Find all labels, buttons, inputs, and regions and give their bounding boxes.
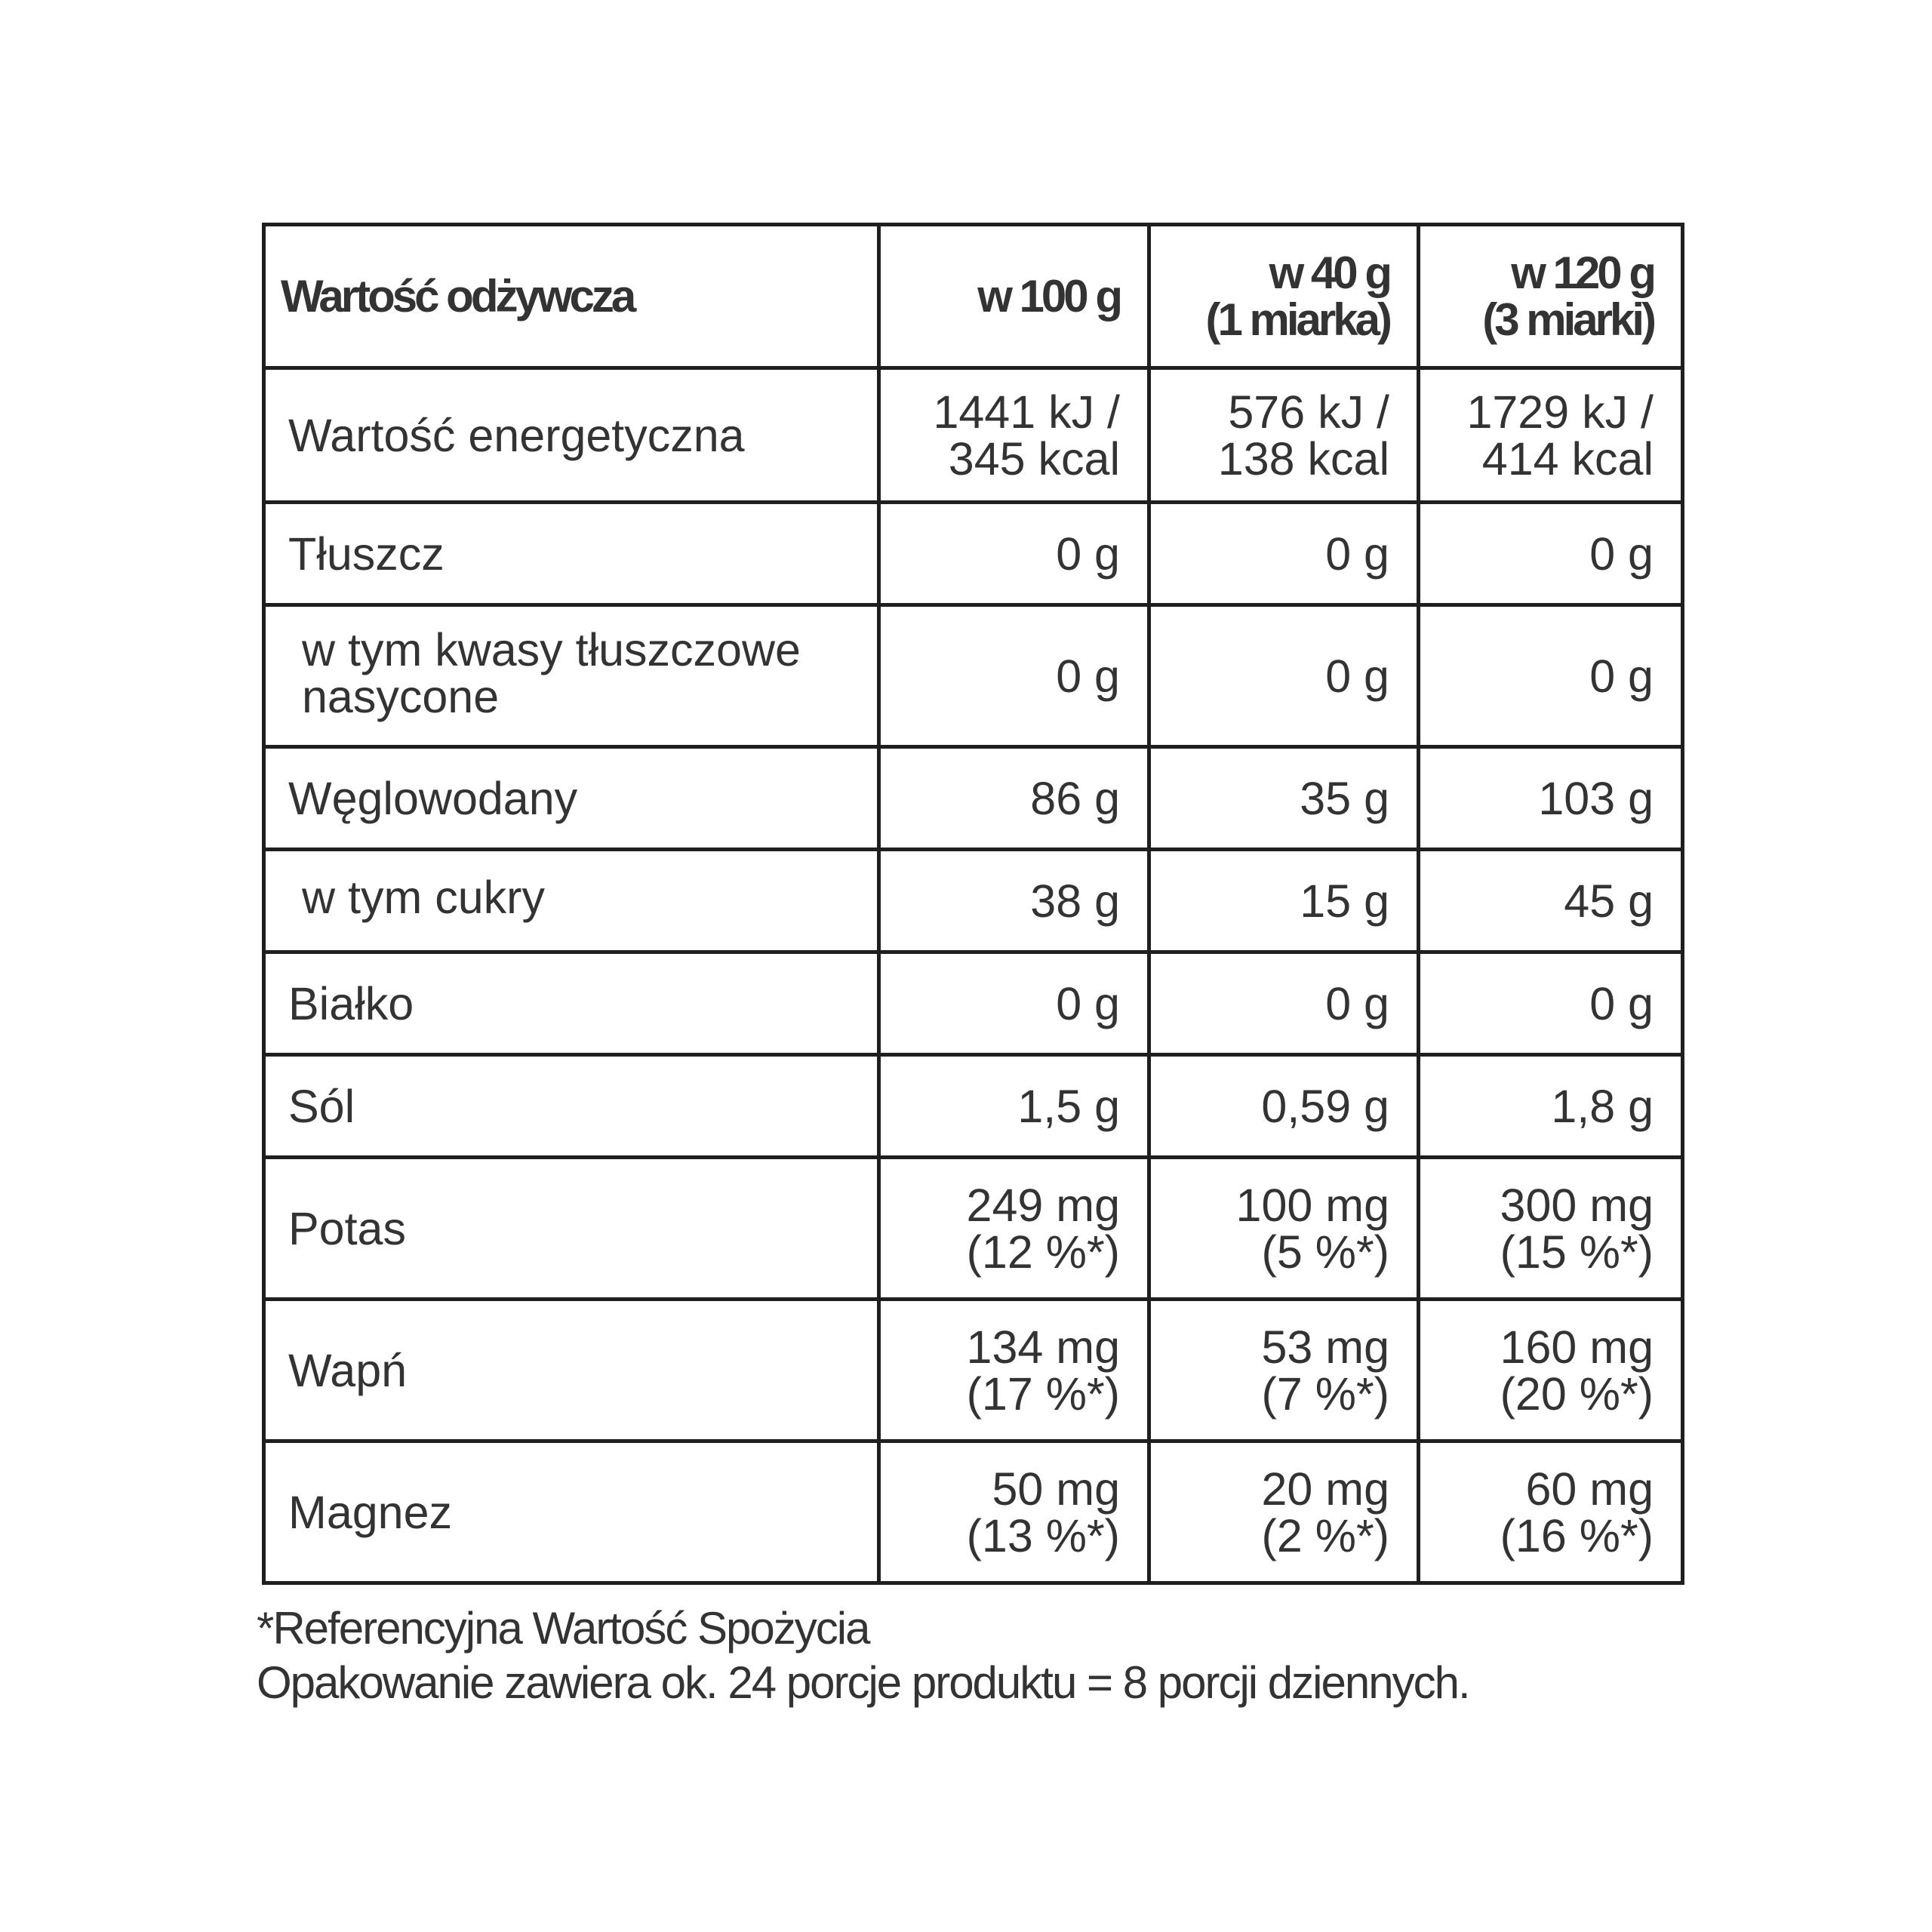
value-line: 60 mg (1525, 1463, 1654, 1515)
value-line: 576 kJ / (1228, 386, 1389, 438)
table-row-potassium (264, 1158, 1683, 1300)
value-line: 100 mg (1235, 1179, 1389, 1231)
footnote-package-portions: Opakowanie zawiera ok. 24 porcje produktu = 8 porcji dziennych. (257, 1657, 1469, 1708)
value-line: 414 kcal (1481, 432, 1654, 485)
row-label (264, 1158, 879, 1300)
value-per-100g (879, 1441, 1149, 1583)
header-per-120g (1419, 225, 1683, 368)
value-line: (17 %*) (966, 1367, 1120, 1420)
row-label-text: w tym kwasy tłuszczowe (302, 624, 801, 675)
row-label-text: Białko (288, 977, 414, 1029)
value-per-100g: 0 g (879, 503, 1149, 605)
row-label (264, 1441, 879, 1583)
header-label-text: Wartość odżywcza (281, 270, 634, 321)
footnote (257, 1601, 1469, 1710)
row-label-text: Tłuszcz (288, 528, 445, 580)
value-line: 1441 kJ / (933, 386, 1120, 438)
value-per-100g: 86 g (879, 747, 1149, 850)
value-line: 50 mg (992, 1463, 1120, 1515)
row-label-text: Magnez (288, 1486, 453, 1538)
value-per-40g: 0,59 g (1149, 1055, 1419, 1158)
value-line: (13 %*) (966, 1509, 1120, 1561)
header-per-40g (1149, 225, 1419, 368)
table-row-fat (264, 503, 1683, 605)
header-col3-line2: (3 miarki) (1482, 294, 1654, 345)
value-per-40g: 0 g (1149, 503, 1419, 605)
table-row-magnesium (264, 1441, 1683, 1583)
table-row-carbohydrates (264, 747, 1683, 850)
value-line: 53 mg (1261, 1321, 1389, 1373)
value-line: (15 %*) (1500, 1226, 1654, 1278)
value-per-40g (1149, 1300, 1419, 1441)
value-line: (7 %*) (1261, 1367, 1389, 1420)
value-line: 345 kcal (948, 432, 1120, 485)
value-line: (20 %*) (1500, 1367, 1654, 1420)
value-line: 300 mg (1500, 1179, 1654, 1231)
table-row-calcium (264, 1300, 1683, 1441)
row-label-text: Sól (288, 1080, 355, 1132)
table-row-saturated-fat (264, 605, 1683, 747)
header-col1-line1: w 100 g (977, 270, 1120, 321)
value-per-100g: 1,5 g (879, 1055, 1149, 1158)
footnote-reference-intake: *Referencyjna Wartość Spożycia (257, 1603, 869, 1654)
row-label (264, 1055, 879, 1158)
row-label (264, 1300, 879, 1441)
value-per-100g: 0 g (879, 952, 1149, 1055)
header-col2-line2: (1 miarka) (1205, 294, 1389, 345)
row-label-text: Wartość energetyczna (288, 409, 745, 461)
row-label-text: Wapń (288, 1344, 408, 1396)
header-per-100g (879, 225, 1149, 368)
row-label-text: Węglowodany (288, 772, 578, 824)
value-per-120g: 1,8 g (1419, 1055, 1683, 1158)
value-per-40g (1149, 1158, 1419, 1300)
value-per-120g (1419, 1300, 1683, 1441)
value-per-40g (1149, 368, 1419, 503)
value-per-120g (1419, 1158, 1683, 1300)
row-label (264, 503, 879, 605)
table-row-sugars (264, 850, 1683, 952)
value-per-100g (879, 368, 1149, 503)
row-label (264, 850, 879, 952)
value-per-120g: 0 g (1419, 952, 1683, 1055)
value-per-120g: 103 g (1419, 747, 1683, 850)
row-label (264, 368, 879, 503)
value-per-120g (1419, 1441, 1683, 1583)
value-per-40g: 0 g (1149, 605, 1419, 747)
row-label (264, 952, 879, 1055)
value-line: 249 mg (966, 1179, 1120, 1231)
row-label-text: Potas (288, 1202, 406, 1254)
nutrition-table (262, 223, 1684, 1585)
value-per-100g: 38 g (879, 850, 1149, 952)
value-line: 1729 kJ / (1466, 386, 1654, 438)
row-label (264, 605, 879, 747)
value-line: 134 mg (966, 1321, 1120, 1373)
row-label (264, 747, 879, 850)
value-line: (16 %*) (1500, 1509, 1654, 1561)
value-per-120g (1419, 368, 1683, 503)
value-line: 160 mg (1500, 1321, 1654, 1373)
value-per-100g: 0 g (879, 605, 1149, 747)
table-row-salt (264, 1055, 1683, 1158)
header-nutritional-value (264, 225, 879, 368)
value-per-120g: 45 g (1419, 850, 1683, 952)
value-per-40g: 0 g (1149, 952, 1419, 1055)
row-label-text: w tym cukry (302, 872, 545, 923)
value-per-40g: 15 g (1149, 850, 1419, 952)
value-line: (2 %*) (1261, 1509, 1389, 1561)
value-per-100g (879, 1158, 1149, 1300)
value-line: 138 kcal (1217, 432, 1389, 485)
value-per-40g (1149, 1441, 1419, 1583)
value-per-100g (879, 1300, 1149, 1441)
value-line: (5 %*) (1261, 1226, 1389, 1278)
table-row-protein (264, 952, 1683, 1055)
value-per-40g: 35 g (1149, 747, 1419, 850)
value-per-120g: 0 g (1419, 605, 1683, 747)
row-label-text: nasycone (302, 671, 500, 722)
value-line: (12 %*) (966, 1226, 1120, 1278)
header-col3-line1: w 120 g (1511, 247, 1654, 298)
table-header-row (264, 225, 1683, 368)
header-col2-line1: w 40 g (1269, 247, 1389, 298)
value-line: 20 mg (1261, 1463, 1389, 1515)
table-row-energy (264, 368, 1683, 503)
value-per-120g: 0 g (1419, 503, 1683, 605)
